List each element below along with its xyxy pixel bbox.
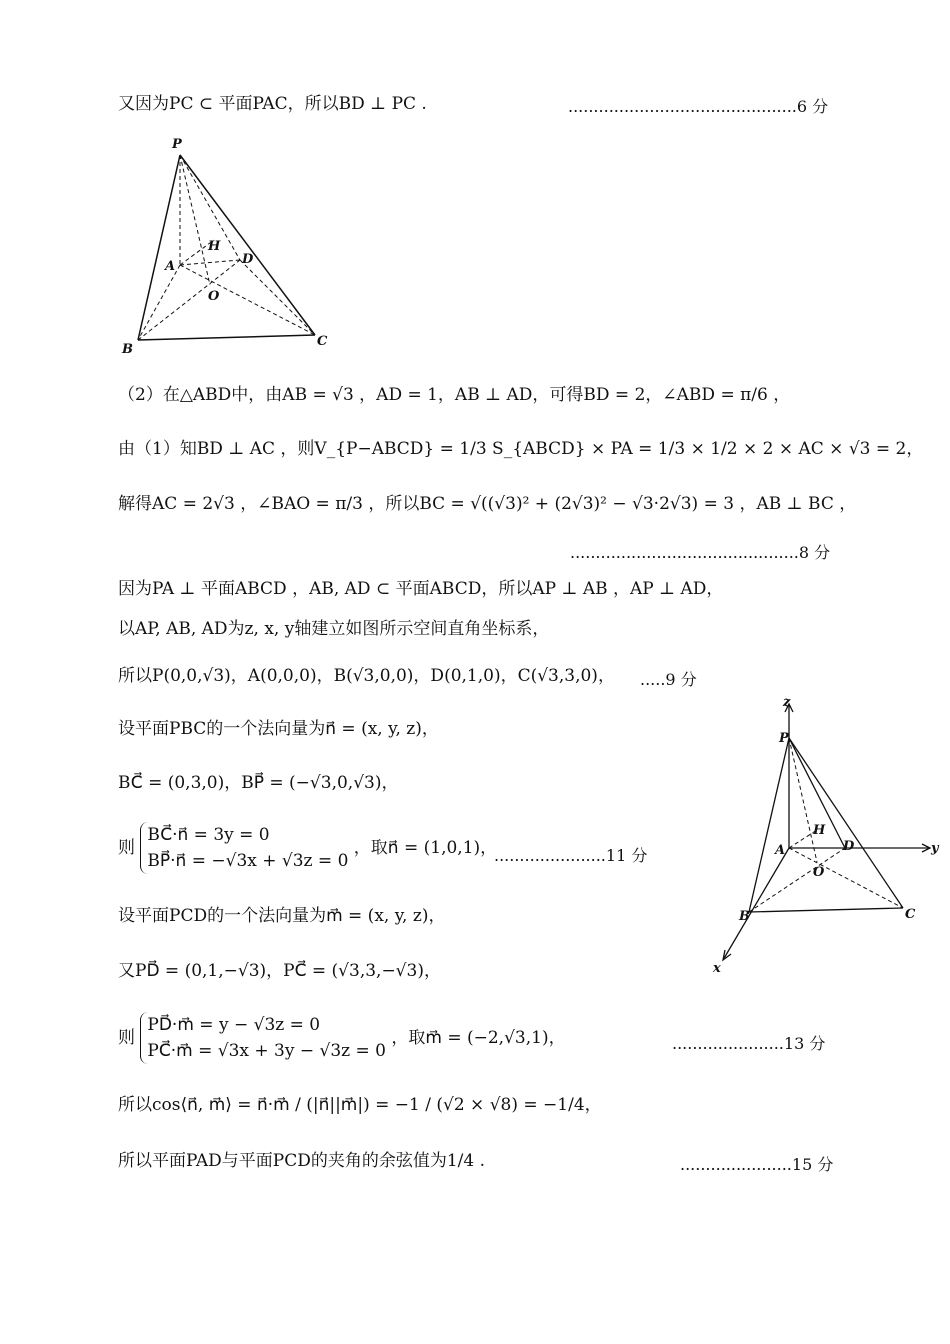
label2-y: y xyxy=(931,841,939,856)
label2-P: P xyxy=(779,731,789,746)
system-pcd-result: ，取m⃗ = (−2,√3,1)， xyxy=(391,1028,566,1048)
score-8: .............................................8 分 xyxy=(570,543,831,562)
system-pbc xyxy=(118,822,497,874)
system-pcd xyxy=(118,1012,566,1064)
text-line-part2: （2）在△ABD中，由AB = √3 ，AD = 1，AB ⊥ AD，可得BD = 2，∠ABD = π/6 ， xyxy=(118,385,791,405)
system-pbc-eq1: BC⃗·n⃗ = 3y = 0 xyxy=(147,825,270,845)
label2-O: O xyxy=(813,865,825,880)
score-13: ......................13 分 xyxy=(672,1034,826,1053)
label2-H: H xyxy=(813,823,826,838)
text-line-solve-ac: 解得AC = 2√3 ，∠BAO = π/3 ，所以BC = √((√3)² + (2√3)² − √3·2√3) = 3 ，AB ⊥ BC ， xyxy=(118,494,857,514)
label2-z: z xyxy=(783,695,791,710)
system-pbc-eq2: BP⃗·n⃗ = −√3x + √3z = 0 xyxy=(147,851,349,871)
label-P: P xyxy=(172,137,182,152)
label-H: H xyxy=(208,239,221,254)
system-pbc-brace xyxy=(140,822,348,874)
label-O: O xyxy=(208,289,220,304)
label2-C: C xyxy=(905,907,916,922)
text-line-coordinate-system: 以AP, AB, AD为z, x, y轴建立如图所示空间直角坐标系， xyxy=(118,619,550,639)
label-D: D xyxy=(242,252,254,267)
score-9: .....9 分 xyxy=(640,670,697,689)
text-line-pc-perp: 又因为PC ⊂ 平面PAC，所以BD ⊥ PC . xyxy=(118,94,427,114)
label2-x: x xyxy=(713,961,721,976)
text-line-pd-pc: 又PD⃗ = (0,1,−√3)，PC⃗ = (√3,3,−√3)， xyxy=(118,961,441,981)
system-pcd-eq2: PC⃗·m⃗ = √3x + 3y − √3z = 0 xyxy=(147,1041,386,1061)
system-pbc-result: ，取n⃗ = (1,0,1)， xyxy=(353,838,498,858)
text-line-pa-perp: 因为PA ⊥ 平面ABCD ，AB, AD ⊂ 平面ABCD，所以AP ⊥ AB ，AP ⊥ AD， xyxy=(118,579,724,599)
text-line-points: 所以P(0,0,√3)，A(0,0,0)，B(√3,0,0)，D(0,1,0)，C(√3,3,0)， xyxy=(118,666,615,686)
system-pcd-eq1: PD⃗·m⃗ = y − √3z = 0 xyxy=(147,1015,321,1035)
label-A: A xyxy=(165,259,176,274)
pyramid-figure xyxy=(110,130,350,360)
system-pbc-prefix: 则 xyxy=(118,838,135,858)
text-line-conclusion: 所以平面PAD与平面PCD的夹角的余弦值为1/4 . xyxy=(118,1151,486,1171)
label-B: B xyxy=(122,342,133,357)
text-line-normal-pbc: 设平面PBC的一个法向量为n⃗ = (x, y, z)， xyxy=(118,719,439,739)
system-pcd-brace xyxy=(140,1012,386,1064)
label2-A: A xyxy=(775,843,786,858)
system-pcd-prefix: 则 xyxy=(118,1028,135,1048)
label2-B: B xyxy=(739,909,750,924)
coordinate-pyramid-figure xyxy=(705,690,945,980)
score-6: .............................................6 分 xyxy=(568,97,829,116)
score-11: ......................11 分 xyxy=(494,846,648,865)
text-line-normal-pcd: 设平面PCD的一个法向量为m⃗ = (x, y, z)， xyxy=(118,906,446,926)
label-C: C xyxy=(317,334,328,349)
score-15: ......................15 分 xyxy=(680,1155,834,1174)
text-line-cosine: 所以cos⟨n⃗, m⃗⟩ = n⃗·m⃗ / (|n⃗||m⃗|) = −1 / (√2 × √8) = −1/4， xyxy=(118,1095,602,1115)
label2-D: D xyxy=(843,839,855,854)
text-line-bc-bp: BC⃗ = (0,3,0)，BP⃗ = (−√3,0,√3)， xyxy=(118,773,399,793)
text-line-volume: 由（1）知BD ⊥ AC ，则V_{P−ABCD} = 1/3 S_{ABCD} × PA = 1/3 × 1/2 × 2 × AC × √3 = 2， xyxy=(118,439,924,459)
